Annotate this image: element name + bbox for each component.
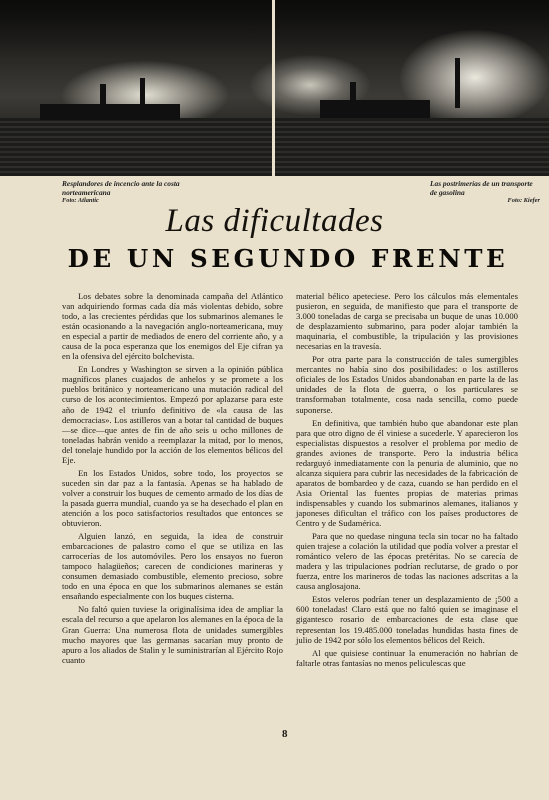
paragraph: En definitiva, que también hubo que abandonar este plan para que otro digno de él viniese a sucederle. Y aparecieron los especialistas dispuestos a resolver el problema por medio de grandes aviones de transporte. Pero la industria bélica redarguyó inmediatamente con la penuria de aluminio, que no alcanza siquiera para cubrir las necesidades de la fabricación de aparatos de bombardeo y de caza, cuando se han perdido en el Asia Oriental las fuentes propias de materias primas indispensables y cuando los submarinos alemanes, italianos y japoneses dificultan el tráfico con los países productores de Centro y de Sudamérica.: [296, 417, 518, 529]
paragraph: Los debates sobre la denominada campaña del Atlántico van adquiriendo formas cada día más violentas debido, sobre todo, a las crecientes pérdidas que los submarinos alemanes le están ocasionando a la navegación anglo-norteamericana, muy en especial a partir de mediados de enero del corriente año, y a causa de la poca esperanza que los enemigos del Eje cifran ya en la ofensiva del ejército bolchevista.: [62, 291, 283, 362]
paragraph: material bélico apeteciese. Pero los cálculos más elementales pusieron, en seguida, de manifiesto que para el transporte de 3.000 toneladas de carga se precisaba un buque de unas 10.000 de desplazamiento submarino, para poder alojar también la maquinaria, el combustible, la tripulación y las provisiones necesarias en la travesía.: [296, 291, 518, 352]
photo-divider: [272, 0, 275, 176]
paragraph: En los Estados Unidos, sobre todo, los proyectos se suceden sin dar paz a la fantasía. Apenas se ha hablado de volver a construir los buques de cemento armado de los días de la pasada guerra mundial, cuando ya se ha desechado el plan en atención a los poco satisfactorios resultados que entonces se obtuvieron.: [62, 467, 283, 529]
caption-source: Foto: Atlantic: [62, 197, 99, 205]
ship-silhouette: [40, 104, 180, 120]
paragraph: No faltó quien tuviese la originalísima idea de ampliar la escala del recurso a que apelaron los alemanes en la época de la Gran Guerra: Una numerosa flota de unidades sumergibles mucho mayores que las germanas sacarían muy pronto de apuro a los aliados de Stalin y le suministrarían al Ejército Rojo cuanto: [62, 604, 283, 665]
ship-silhouette: [455, 58, 460, 108]
ship-silhouette: [320, 100, 430, 118]
paragraph: En Londres y Washington se sirven a la opinión pública magníficos planes cuajados de anhelos y se promete a los pueblos británico y norteamericano una mutación radical del curso de los acontecimientos. Empezó por aplazarse para este año de 1942 el triunfo definitivo de «la causa de las democracias». Los astilleros van a botar tal cantidad de buques—se dice—que antes de fin de año seis u ocho millones de toneladas habrán venido a reemplazar la mitad, por lo menos, del tonelaje hundido por la acción de los elementos bélicos del Eje.: [62, 364, 283, 465]
paragraph: Por otra parte para la construcción de tales sumergibles mercantes no había sino dos posibilidades: o los astilleros oficiales de los Estados Unidos abandonaban en parte la de las unidades de la flota de guerra, o los particulares se transformaban totalmente, cosa nada sencilla, como puede suponerse.: [296, 354, 518, 415]
paragraph: Estos veleros podrían tener un desplazamiento de ¡500 a 600 toneladas! Claro está que no faltó quien se imaginase el gigantesco rosario de embarcaciones de esta clase que representan los 19.485.000 toneladas hundidas hasta fines de julio de 1942 por sólo los elementos bélicos del Reich.: [296, 594, 518, 645]
article-title-script: Las dificultades: [165, 203, 384, 239]
article-column-right: [296, 291, 518, 668]
ship-silhouette: [350, 82, 356, 104]
photo-caption-left: [62, 180, 212, 206]
caption-text: Las postrimerías de un transporte de gasolina: [430, 179, 533, 197]
caption-text: Resplandores de incencio ante la costa norteamericana: [62, 179, 180, 197]
paragraph: Para que no quedase ninguna tecla sin tocar no ha faltado quien trajese a colación la utilidad que podía volver a prestar el romántico velero de las épocas pretéritas. No se carecía de madera y las tripulaciones podrían reclutarse, de grado o por fuerza, entre los marineros de todas las naciones adscritas a la causa anglosajona.: [296, 531, 518, 592]
header-photo: [0, 0, 549, 176]
ship-silhouette: [100, 84, 106, 106]
page-number: 8: [282, 728, 288, 740]
ship-silhouette: [140, 78, 145, 106]
caption-source: Foto: Kiefer: [507, 197, 540, 205]
article-column-left: [62, 291, 283, 665]
paragraph: Al que quisiese continuar la enumeración no habrían de faltarle otras fantasías no menos peliculescas que: [296, 647, 518, 668]
paragraph: Alguien lanzó, en seguida, la idea de construir embarcaciones de palastro como el que se utiliza en las carrocerías de los automóviles. Pero los ensayos no fueron tampoco halagüeños; carecen de condiciones marineras y consumen demasiado combustible, elemento precioso, sobre todo en una época en que los submarinos alemanes se están ensañando especialmente con los buques cisterna.: [62, 531, 283, 602]
photo-caption-right: [430, 180, 540, 206]
article-title-block: DE UN SEGUNDO FRENTE: [67, 244, 509, 273]
